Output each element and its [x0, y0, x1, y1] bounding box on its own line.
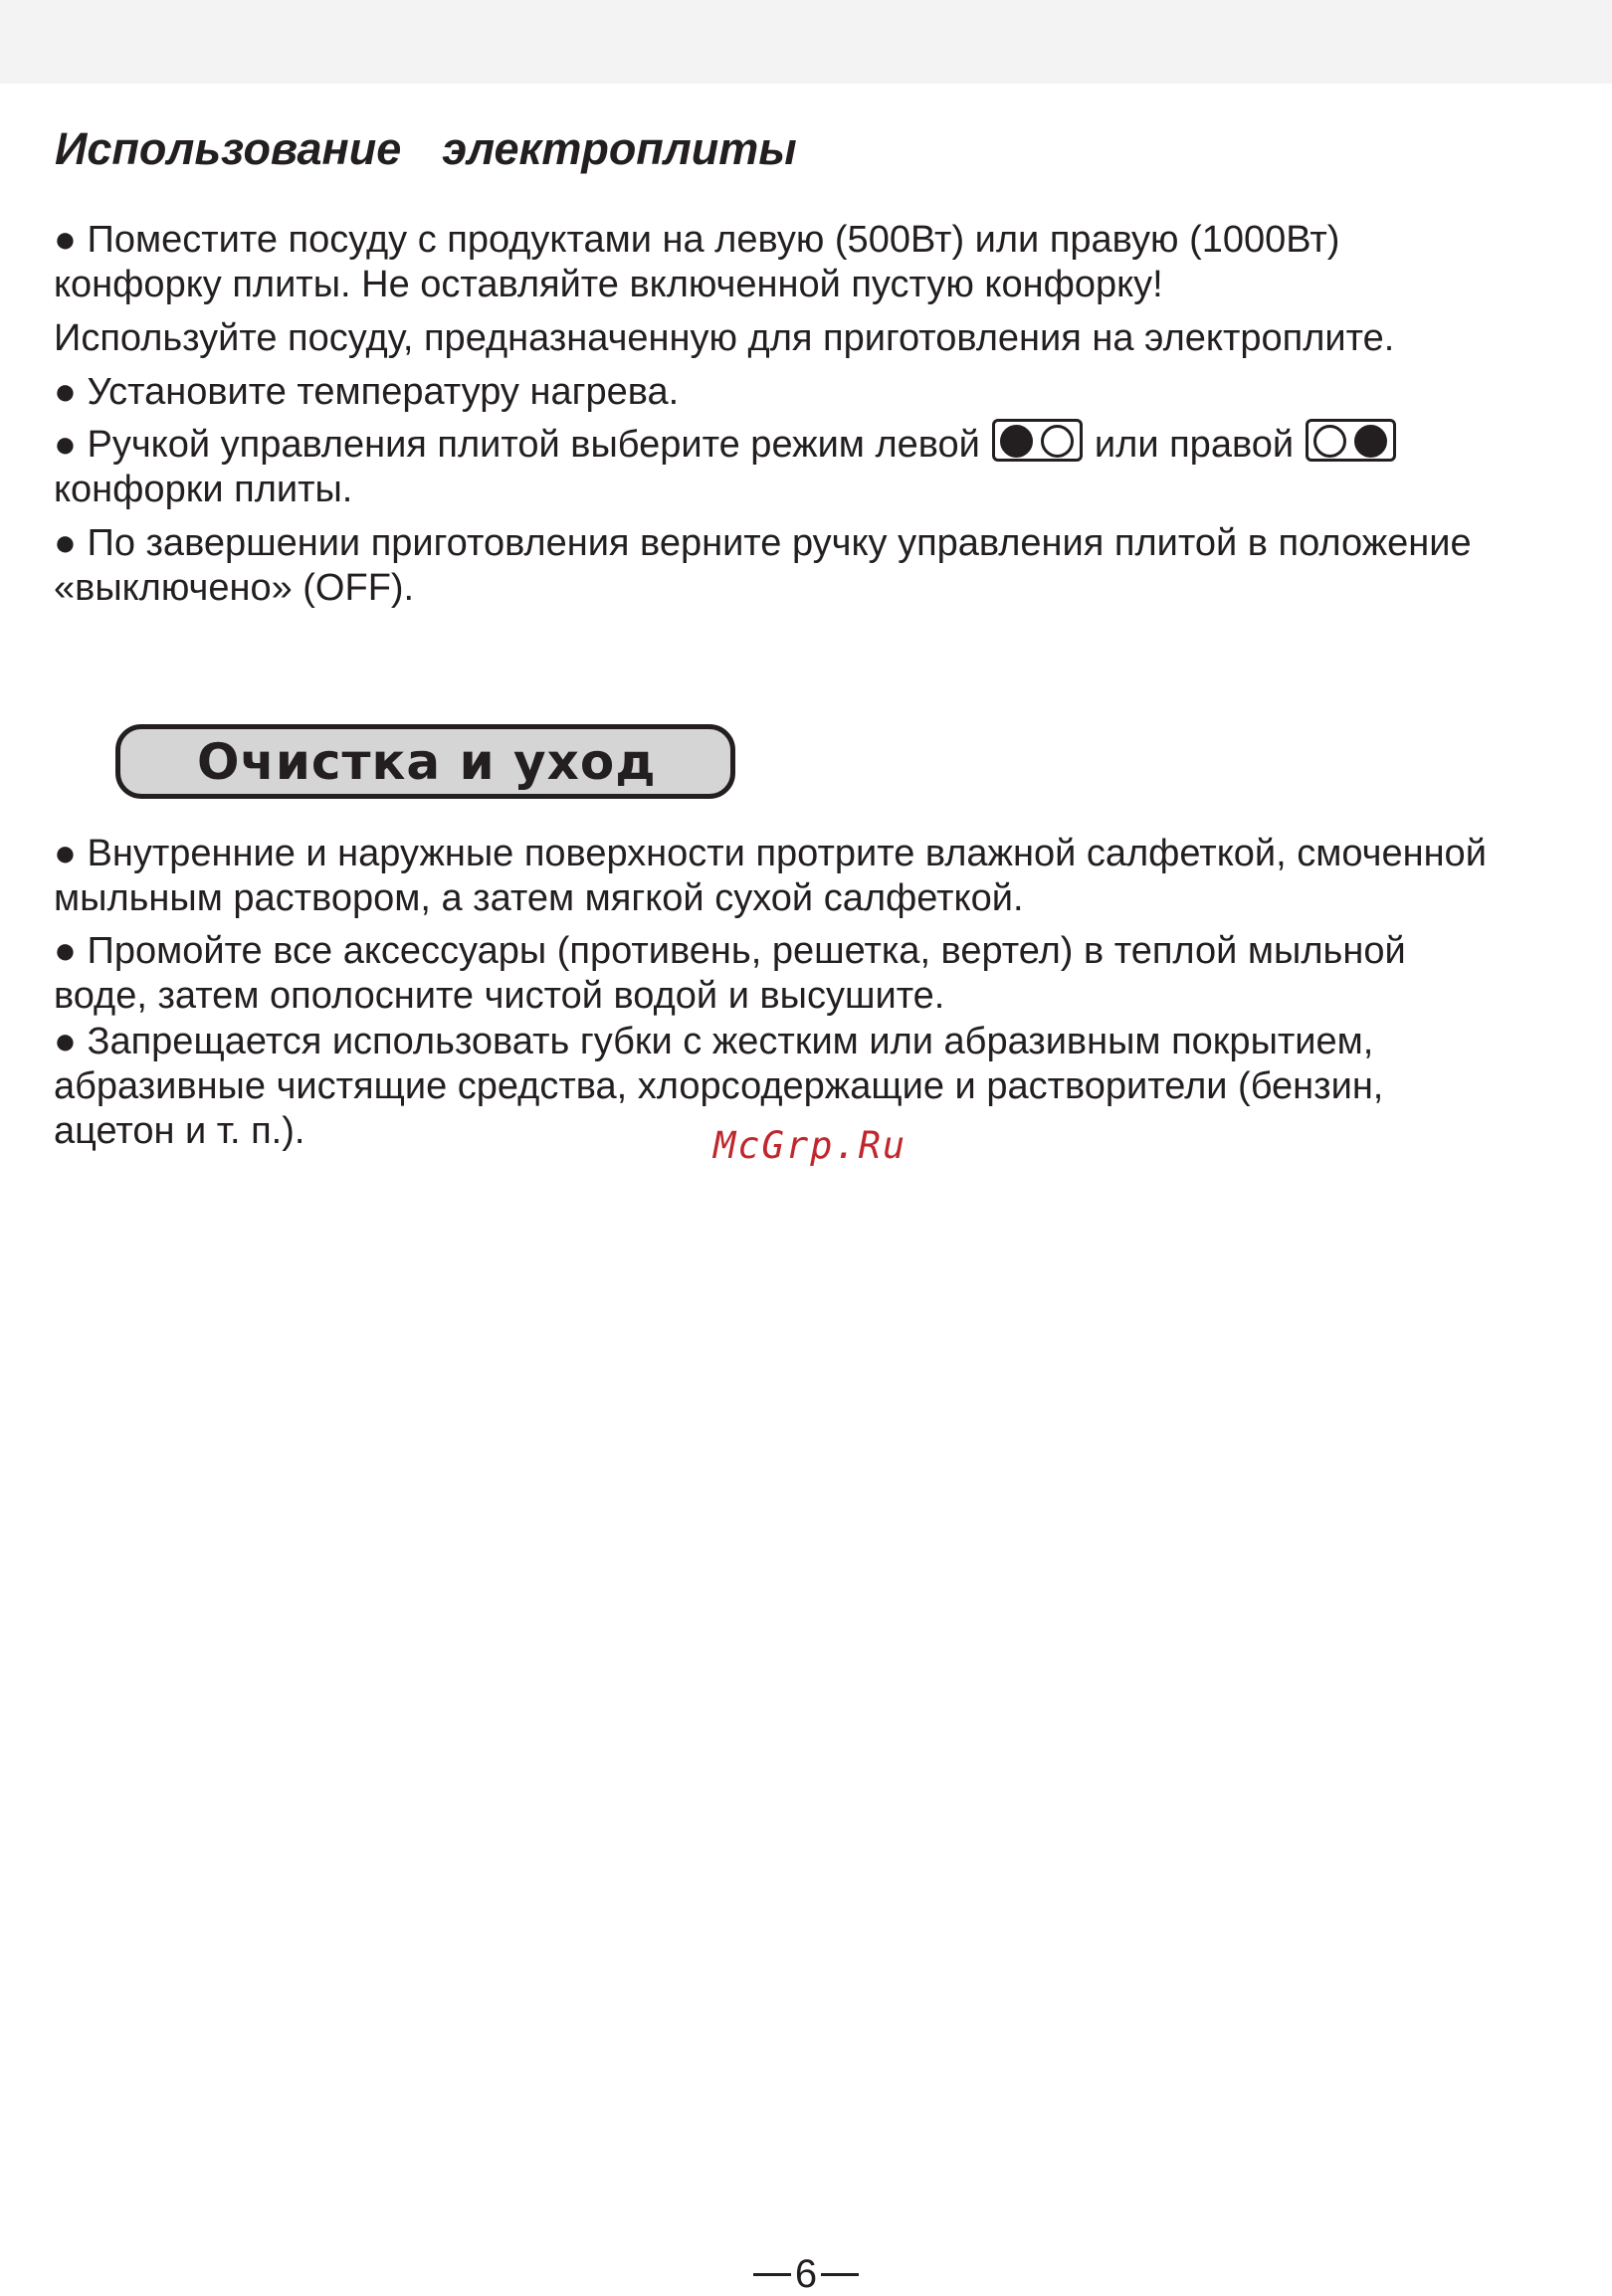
- cleaning-section-header: [115, 724, 735, 799]
- text-line: «выключено» (OFF).: [54, 567, 415, 609]
- usage-paragraph-place-cookware: [54, 218, 1586, 307]
- text-line: конфорку плиты. Не оставляйте включенной пустую конфорку!: [54, 264, 1163, 305]
- text-line: ● Промойте все аксессуары (противень, решетка, вертел) в теплой мыльной: [54, 930, 1406, 972]
- text-line: ● Поместите посуду с продуктами на левую (500Вт) или правую (1000Вт): [54, 219, 1340, 261]
- empty-circle-icon: [1041, 425, 1074, 458]
- dash-decoration: [753, 2273, 791, 2276]
- text-line: ● Внутренние и наружные поверхности протрите влажной салфеткой, смоченной: [54, 833, 1487, 874]
- text-line: ● По завершении приготовления верните ручку управления плитой в положение: [54, 522, 1472, 564]
- left-burner-mode-icon: [992, 419, 1083, 462]
- text-line: воде, затем ополосните чистой водой и высушите.: [54, 975, 945, 1017]
- page-number: [0, 2252, 1612, 2296]
- text-line: конфорки плиты.: [54, 469, 353, 511]
- text-line: ● Запрещается использовать губки с жестким или абразивным покрытием,: [54, 1021, 1374, 1062]
- cleaning-paragraph-surfaces: [54, 832, 1586, 921]
- usage-paragraph-temperature: [54, 370, 1586, 415]
- filled-circle-icon: [1354, 425, 1387, 458]
- text-line: Используйте посуду, предназначенную для приготовления на электроплите.: [54, 317, 1395, 359]
- text-line: ● Ручкой управления плитой выберите режим левой: [54, 424, 980, 466]
- right-burner-mode-icon: [1306, 419, 1396, 462]
- empty-circle-icon: [1313, 425, 1346, 458]
- cleaning-section-title: Очистка и уход: [197, 733, 657, 791]
- page-number-value: 6: [794, 2252, 818, 2296]
- text-line: ацетон и т. п.).: [54, 1110, 305, 1152]
- text-line: мыльным раствором, а затем мягкой сухой салфеткой.: [54, 877, 1024, 919]
- cleaning-paragraph-accessories: [54, 929, 1586, 1019]
- text-line: абразивные чистящие средства, хлорсодержащие и растворители (бензин,: [54, 1065, 1384, 1107]
- text-line: ● Установите температуру нагрева.: [54, 371, 680, 413]
- usage-paragraph-cookware-type: [54, 316, 1586, 361]
- watermark: McGrp.Ru: [713, 1124, 907, 1167]
- usage-paragraph-select-burner: [54, 423, 1586, 512]
- text-line: или правой: [1094, 424, 1295, 466]
- usage-paragraph-switch-off: [54, 521, 1586, 611]
- dash-decoration: [821, 2273, 859, 2276]
- filled-circle-icon: [1000, 425, 1033, 458]
- usage-heading: Использование электроплиты: [55, 123, 797, 174]
